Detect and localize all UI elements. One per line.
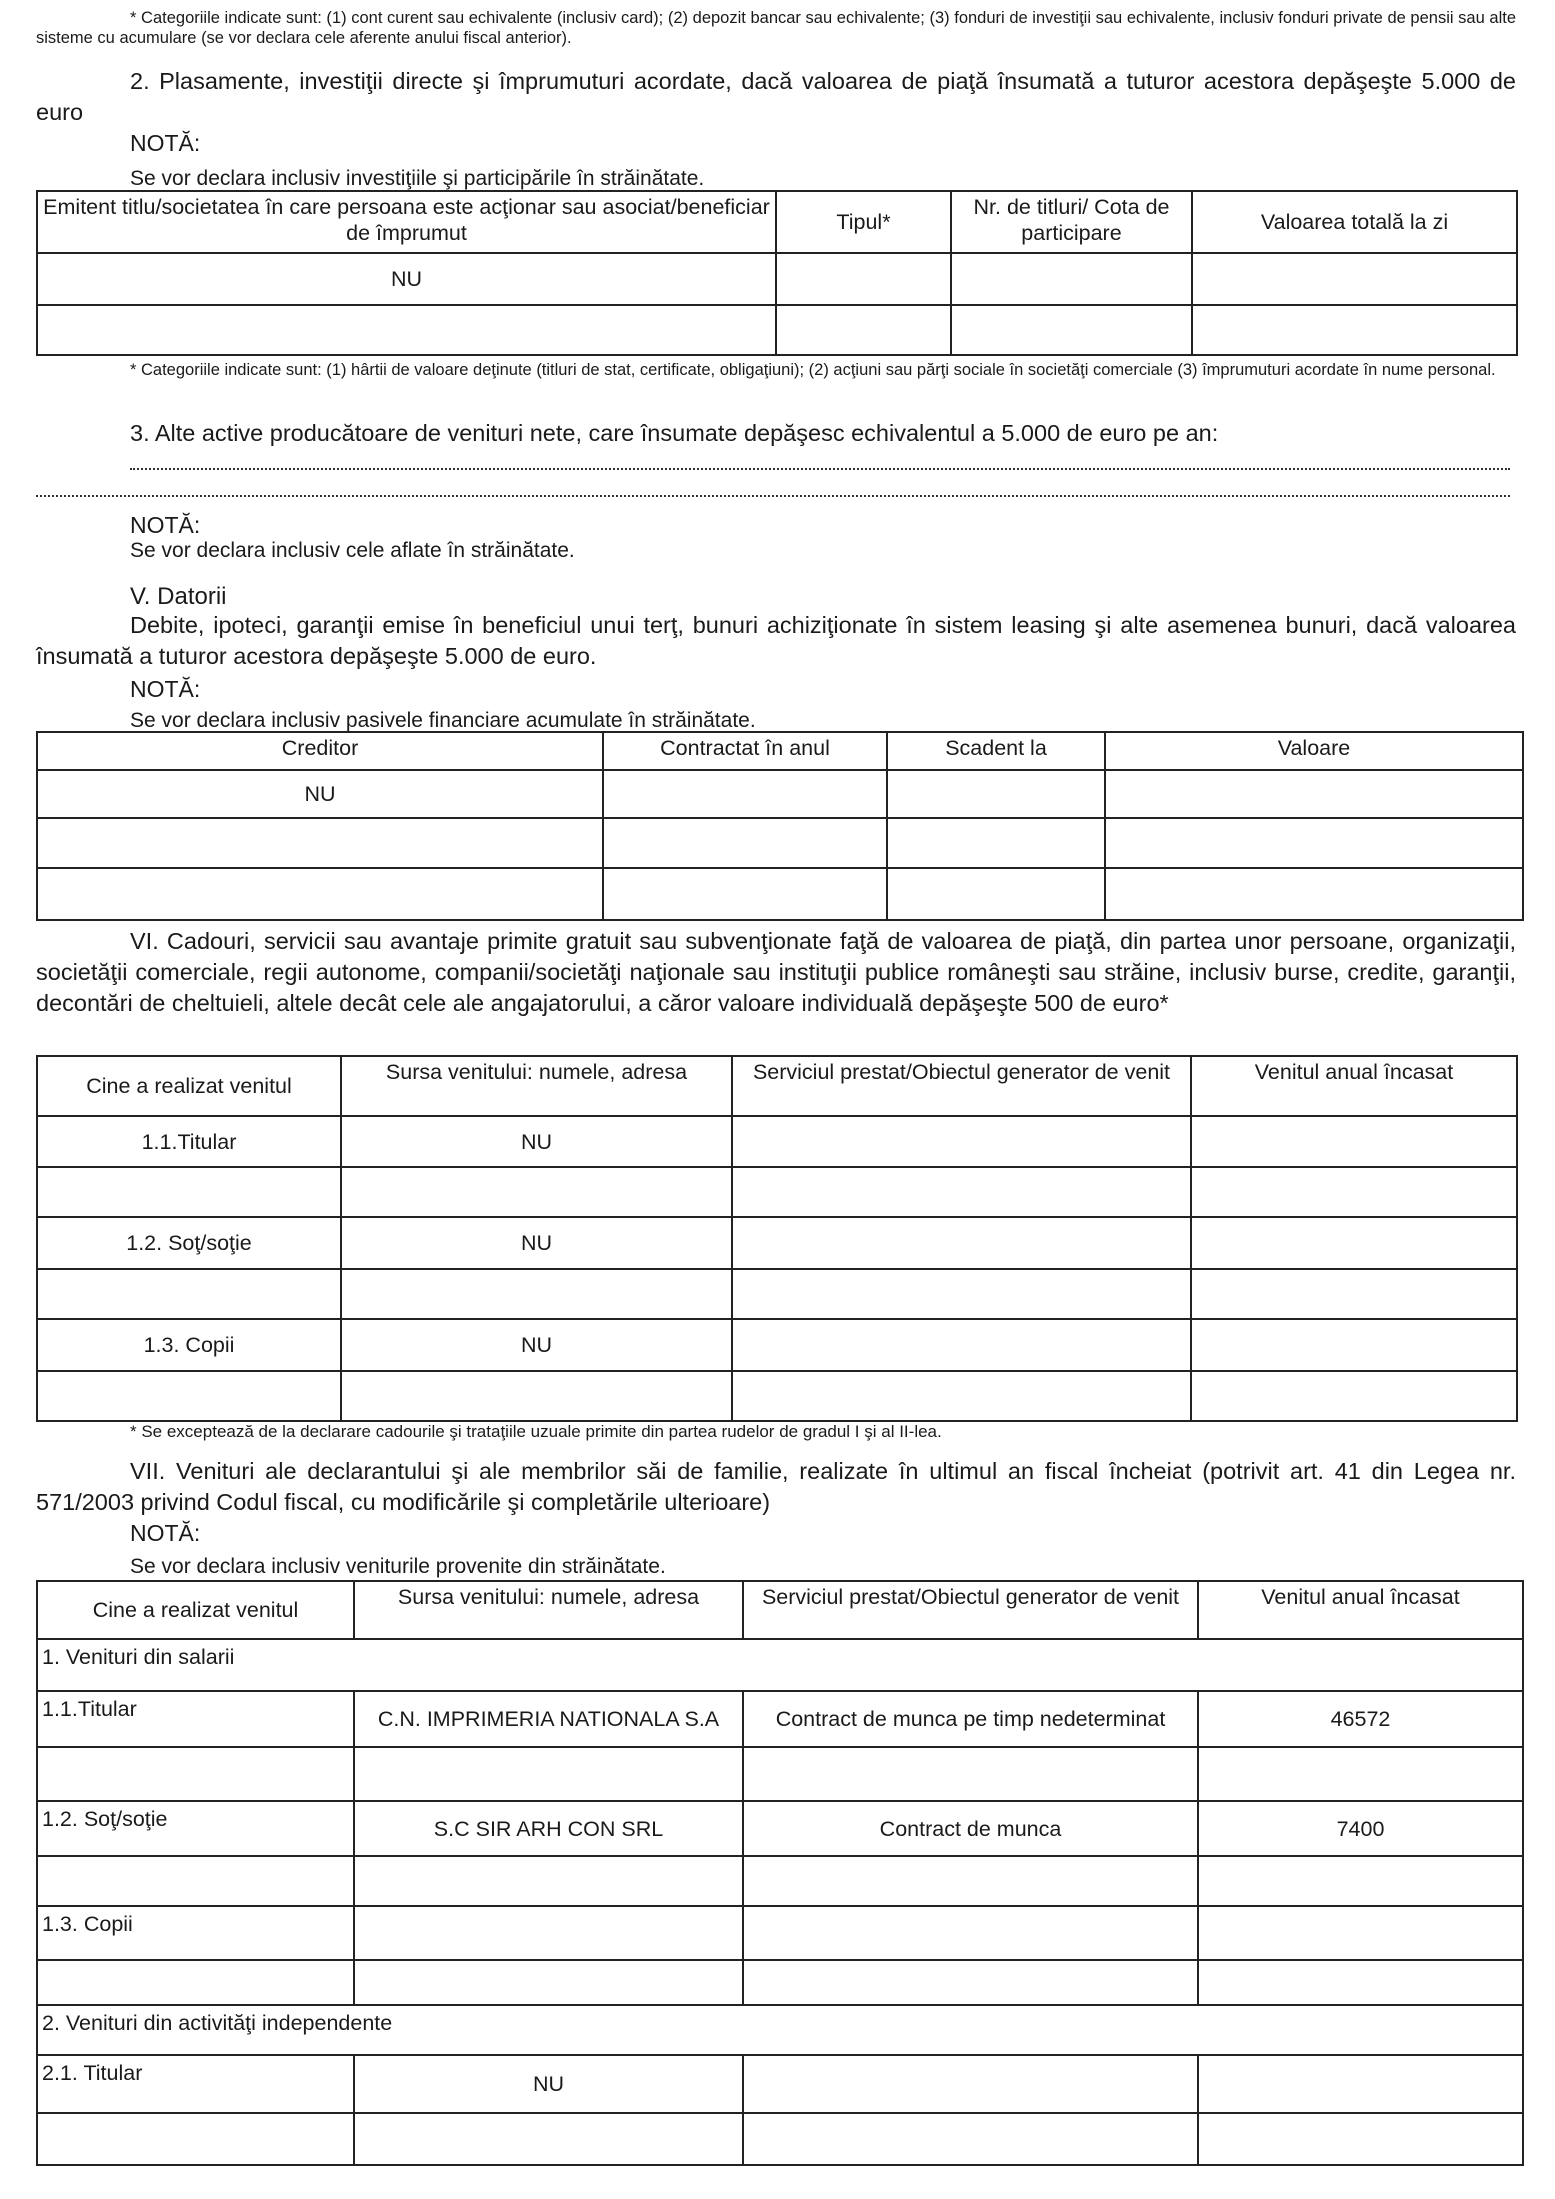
table-cell — [743, 1856, 1198, 1906]
table-cell — [37, 1856, 354, 1906]
dotted-fill-line — [130, 468, 1510, 470]
table-cell — [37, 1960, 354, 2005]
col-header-who: Cine a realizat venitul — [37, 1581, 354, 1639]
table-row — [37, 1856, 1523, 1906]
table-cell — [1198, 2113, 1523, 2165]
table-cell — [887, 868, 1105, 920]
table-cell: NU — [341, 1116, 732, 1167]
income-table — [36, 1580, 1524, 2166]
table-cell — [1191, 1167, 1517, 1217]
table-cell — [341, 1269, 732, 1319]
table-cell: Contract de munca — [743, 1801, 1198, 1856]
gifts-footnote: * Se exceptează de la declarare cadourile şi trataţiile uzuale primite din partea rudelor de gradul I şi al II-lea. — [130, 1422, 942, 1441]
table-cell — [1105, 770, 1523, 818]
table-cell — [732, 1371, 1191, 1421]
section-v-description: Debite, ipoteci, garanţii emise în beneficiul unui terţ, bunuri achiziţionate în sistem leasing şi alte asemenea bunuri, dacă valoarea însumată a tuturor acestora depăşeşte 5.000 de euro. — [36, 612, 1516, 669]
item2-title: 2. Plasamente, investiţii directe şi împrumuturi acordate, dacă valoarea de piaţă însumată a tuturor acestora depăşeşte 5.000 de euro — [36, 68, 1516, 125]
table-row — [37, 1167, 1517, 1217]
investments-table — [36, 190, 1518, 356]
col-header-service: Serviciul prestat/Obiectul generator de venit — [732, 1056, 1191, 1116]
table-cell — [743, 2055, 1198, 2113]
table-cell — [1198, 1906, 1523, 1960]
col-header-annual-income: Venitul anual încasat — [1191, 1056, 1517, 1116]
table-cell: NU — [354, 2055, 743, 2113]
table-cell — [37, 1167, 341, 1217]
table-cell: 1.1.Titular — [37, 1116, 341, 1167]
table-cell — [603, 818, 887, 868]
table-cell — [732, 1319, 1191, 1371]
table-row — [37, 1906, 1523, 1960]
table-row — [37, 253, 1517, 305]
item3-title: 3. Alte active producătoare de venituri nete, care însumate depăşesc echivalentul a 5.000 de euro pe an: — [130, 420, 1219, 446]
table-cell — [354, 1856, 743, 1906]
categories-footnote-2: * Categoriile indicate sunt: (1) hârtii de valoare deţinute (titluri de stat, certificate, obligaţiuni); (2) acţiuni sau părţi sociale în societăţi comerciale (3) împrumuturi acordate în nume personal. — [130, 361, 1496, 379]
table-cell — [1191, 1319, 1517, 1371]
table-row — [37, 1747, 1523, 1801]
table-cell — [776, 305, 951, 355]
table-cell — [37, 1371, 341, 1421]
group-row-salaries — [37, 1639, 1523, 1691]
nota-label: NOTĂ: — [130, 676, 201, 702]
table-cell — [37, 1269, 341, 1319]
col-header-source: Sursa venitului: numele, adresa — [354, 1581, 743, 1639]
table-row — [37, 770, 1523, 818]
table-cell: 1.3. Copii — [37, 1906, 354, 1960]
table-row — [37, 1269, 1517, 1319]
table-cell: NU — [37, 770, 603, 818]
table-cell — [1198, 2055, 1523, 2113]
group-row-independent — [37, 2005, 1523, 2055]
table-cell: 1.2. Soţ/soţie — [37, 1217, 341, 1269]
group-label: 2. Venituri din activităţi independente — [37, 2005, 1523, 2055]
table-cell — [776, 253, 951, 305]
table-cell — [1191, 1269, 1517, 1319]
nota-label: NOTĂ: — [130, 130, 201, 156]
table-cell — [37, 868, 603, 920]
table-row — [37, 305, 1517, 355]
col-header-type: Tipul* — [776, 191, 951, 253]
col-header-service: Serviciul prestat/Obiectul generator de venit — [743, 1581, 1198, 1639]
table-cell — [743, 1960, 1198, 2005]
table-cell — [732, 1116, 1191, 1167]
table-cell — [951, 253, 1192, 305]
table-row — [37, 2055, 1523, 2113]
section-vii-note: Se vor declara inclusiv veniturile provenite din străinătate. — [130, 1555, 666, 1578]
col-header-annual-income: Venitul anual încasat — [1198, 1581, 1523, 1639]
col-header-due: Scadent la — [887, 732, 1105, 770]
table-cell — [603, 770, 887, 818]
table-cell: S.C SIR ARH CON SRL — [354, 1801, 743, 1856]
table-cell — [341, 1371, 732, 1421]
table-cell — [1198, 1960, 1523, 2005]
table-cell — [732, 1217, 1191, 1269]
table-cell: Contract de munca pe timp nedeterminat — [743, 1691, 1198, 1747]
col-header-shares: Nr. de titluri/ Cota de participare — [951, 191, 1192, 253]
table-cell — [1198, 1856, 1523, 1906]
table-cell: NU — [341, 1217, 732, 1269]
table-cell — [354, 1906, 743, 1960]
table-cell — [887, 770, 1105, 818]
col-header-who: Cine a realizat venitul — [37, 1056, 341, 1116]
table-cell — [951, 305, 1192, 355]
col-header-source: Sursa venitului: numele, adresa — [341, 1056, 732, 1116]
table-row — [37, 1691, 1523, 1747]
table-cell: C.N. IMPRIMERIA NATIONALA S.A — [354, 1691, 743, 1747]
table-cell — [1105, 868, 1523, 920]
table-row — [37, 1116, 1517, 1167]
table-row — [37, 868, 1523, 920]
col-header-issuer: Emitent titlu/societatea în care persoana este acţionar sau asociat/beneficiar de împrumut — [37, 191, 776, 253]
table-cell — [354, 1960, 743, 2005]
table-cell — [743, 1747, 1198, 1801]
table-cell — [887, 818, 1105, 868]
table-cell — [743, 2113, 1198, 2165]
table-cell — [1192, 253, 1517, 305]
table-row — [37, 2113, 1523, 2165]
table-cell — [603, 868, 887, 920]
table-row — [37, 818, 1523, 868]
group-label: 1. Venituri din salarii — [37, 1639, 1523, 1691]
table-cell — [37, 2113, 354, 2165]
item3-note: Se vor declara inclusiv cele aflate în străinătate. — [130, 539, 575, 562]
table-cell: 1.3. Copii — [37, 1319, 341, 1371]
dotted-fill-line — [36, 495, 1510, 497]
table-cell — [37, 818, 603, 868]
table-cell — [1192, 305, 1517, 355]
section-v-note: Se vor declara inclusiv pasivele financiare acumulate în străinătate. — [130, 709, 756, 732]
table-cell — [1105, 818, 1523, 868]
table-cell — [743, 1906, 1198, 1960]
table-row — [37, 1217, 1517, 1269]
table-cell: 7400 — [1198, 1801, 1523, 1856]
table-cell — [341, 1167, 732, 1217]
item2-note: Se vor declara inclusiv investiţiile şi participările în străinătate. — [130, 167, 705, 190]
table-cell — [354, 1747, 743, 1801]
categories-footnote-1: * Categoriile indicate sunt: (1) cont curent sau echivalente (inclusiv card); (2) depozit bancar sau echivalente; (3) fonduri de investiţii sau echivalente, inclusiv fonduri private de pensii sau alte sisteme cu acumulare (se vor declara cele aferente anului fiscal anterior). — [36, 9, 1516, 47]
table-row — [37, 1319, 1517, 1371]
table-cell — [1191, 1217, 1517, 1269]
table-cell — [1191, 1371, 1517, 1421]
table-cell: 2.1. Titular — [37, 2055, 354, 2113]
table-cell — [354, 2113, 743, 2165]
section-v-title: V. Datorii — [130, 583, 227, 610]
table-row — [37, 1371, 1517, 1421]
table-cell: 1.2. Soţ/soţie — [37, 1801, 354, 1856]
table-cell: NU — [37, 253, 776, 305]
table-cell: 46572 — [1198, 1691, 1523, 1747]
table-cell — [1191, 1116, 1517, 1167]
table-cell: 1.1.Titular — [37, 1691, 354, 1747]
table-row — [37, 1960, 1523, 2005]
gifts-table — [36, 1055, 1518, 1422]
col-header-value: Valoare — [1105, 732, 1523, 770]
table-cell: NU — [341, 1319, 732, 1371]
nota-label: NOTĂ: — [130, 512, 201, 538]
section-vi-description: VI. Cadouri, servicii sau avantaje primite gratuit sau subvenţionate faţă de valoarea de piaţă, din partea unor persoane, organizaţii, societăţii comerciale, regii autonome, companii/societăţi naţionale sau instituţii publice româneşti sau străine, inclusiv burse, credite, garanţii, decontări de cheltuieli, altele decât cele ale angajatorului, a căror valoare individuală depăşeşte 500 de euro* — [36, 928, 1516, 1016]
col-header-total-value: Valoarea totală la zi — [1192, 191, 1517, 253]
debts-table — [36, 731, 1524, 921]
table-row — [37, 1801, 1523, 1856]
nota-label: NOTĂ: — [130, 1520, 201, 1546]
table-cell — [1198, 1747, 1523, 1801]
section-vii-description: VII. Venituri ale declarantului şi ale membrilor săi de familie, realizate în ultimul an fiscal încheiat (potrivit art. 41 din Legea nr. 571/2003 privind Codul fiscal, cu modificările şi completările ulterioare) — [36, 1458, 1516, 1515]
table-cell — [37, 1747, 354, 1801]
col-header-creditor: Creditor — [37, 732, 603, 770]
table-cell — [732, 1167, 1191, 1217]
table-cell — [732, 1269, 1191, 1319]
table-cell — [37, 305, 776, 355]
col-header-contracted-year: Contractat în anul — [603, 732, 887, 770]
